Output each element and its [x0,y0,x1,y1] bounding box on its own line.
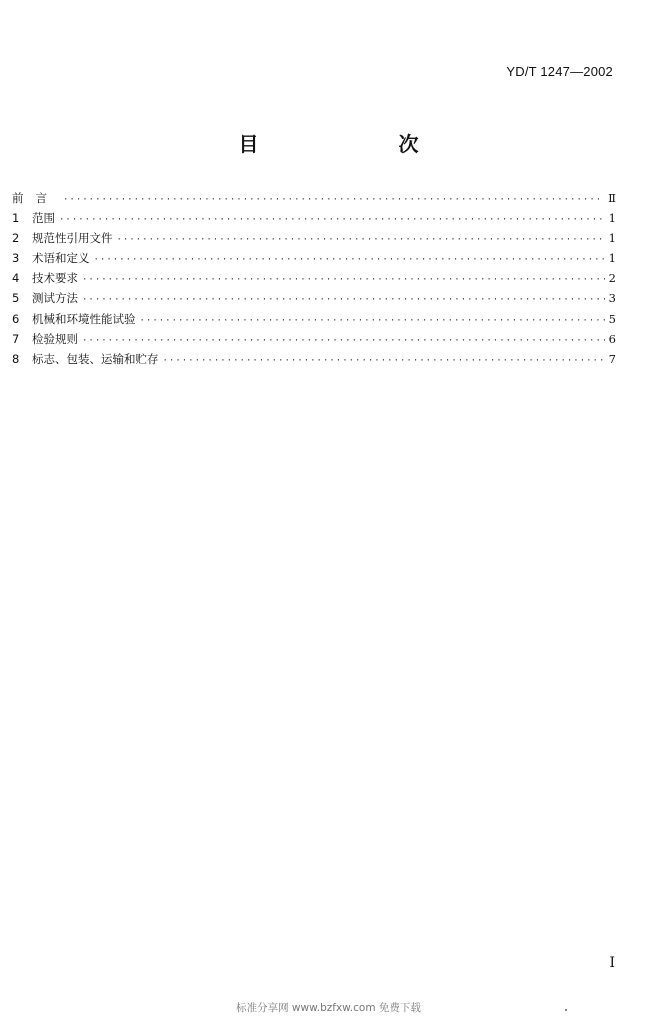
toc-entry-number: 4 [12,271,20,286]
toc-entry-label: 标志、包装、运输和贮存 [32,351,159,366]
toc-entry-page: 6 [608,331,616,346]
toc-title: 目 次 [238,132,479,156]
toc-entry-technical-requirements[interactable] [12,270,616,290]
toc-entry-page: 7 [608,351,616,366]
toc-entry-terms-definitions[interactable] [12,250,616,270]
toc-entry-inspection-rules[interactable] [12,331,616,351]
toc-entry-label: 技术要求 [32,271,78,286]
toc-entry-test-methods[interactable] [12,290,616,310]
toc-entry-page: 5 [608,311,616,326]
page-number: I [609,955,615,971]
toc-leader-dots [82,275,605,285]
toc-leader-dots [82,295,605,305]
toc-entry-number: 5 [12,291,20,306]
toc-entry-label: 机械和环境性能试验 [32,311,136,326]
table-of-contents [12,190,616,371]
toc-entry-number: 1 [12,211,20,226]
toc-leader-dots [63,195,604,205]
toc-leader-dots [117,235,605,245]
toc-entry-label: 术语和定义 [32,251,90,266]
toc-leader-dots [140,316,605,326]
toc-entry-page: 1 [608,251,616,266]
toc-entry-number: 8 [12,351,20,366]
toc-entry-page: 1 [608,211,616,226]
toc-leader-dots [59,215,605,225]
standard-code: YD/T 1247—2002 [506,64,613,79]
watermark-text: 标准分享网 www.bzfxw.com 免费下载 [236,1002,421,1014]
toc-entry-mechanical-environmental-tests[interactable] [12,311,616,331]
toc-entry-number: 6 [12,311,20,326]
toc-leader-dots [94,255,605,265]
scan-speck [565,1009,567,1011]
toc-entry-foreword[interactable] [12,190,616,210]
toc-entry-label: 检验规则 [32,331,78,346]
toc-entry-number: 2 [12,231,20,246]
toc-entry-page: Ⅱ [608,191,616,205]
toc-leader-dots [82,336,605,346]
toc-entry-label: 测试方法 [32,291,78,306]
toc-entry-marking-packaging[interactable] [12,351,616,371]
toc-entry-number: 7 [12,331,20,346]
toc-leader-dots [163,356,605,366]
toc-entry-scope[interactable] [12,210,616,230]
toc-entry-page: 3 [608,291,616,306]
toc-entry-label: 范围 [32,211,55,226]
toc-entry-normative-references[interactable] [12,230,616,250]
toc-entry-page: 1 [608,231,616,246]
toc-entry-label: 规范性引用文件 [32,231,113,246]
toc-entry-number: 3 [12,251,20,266]
toc-entry-label: 前言 [12,191,59,205]
toc-entry-page: 2 [608,271,616,286]
